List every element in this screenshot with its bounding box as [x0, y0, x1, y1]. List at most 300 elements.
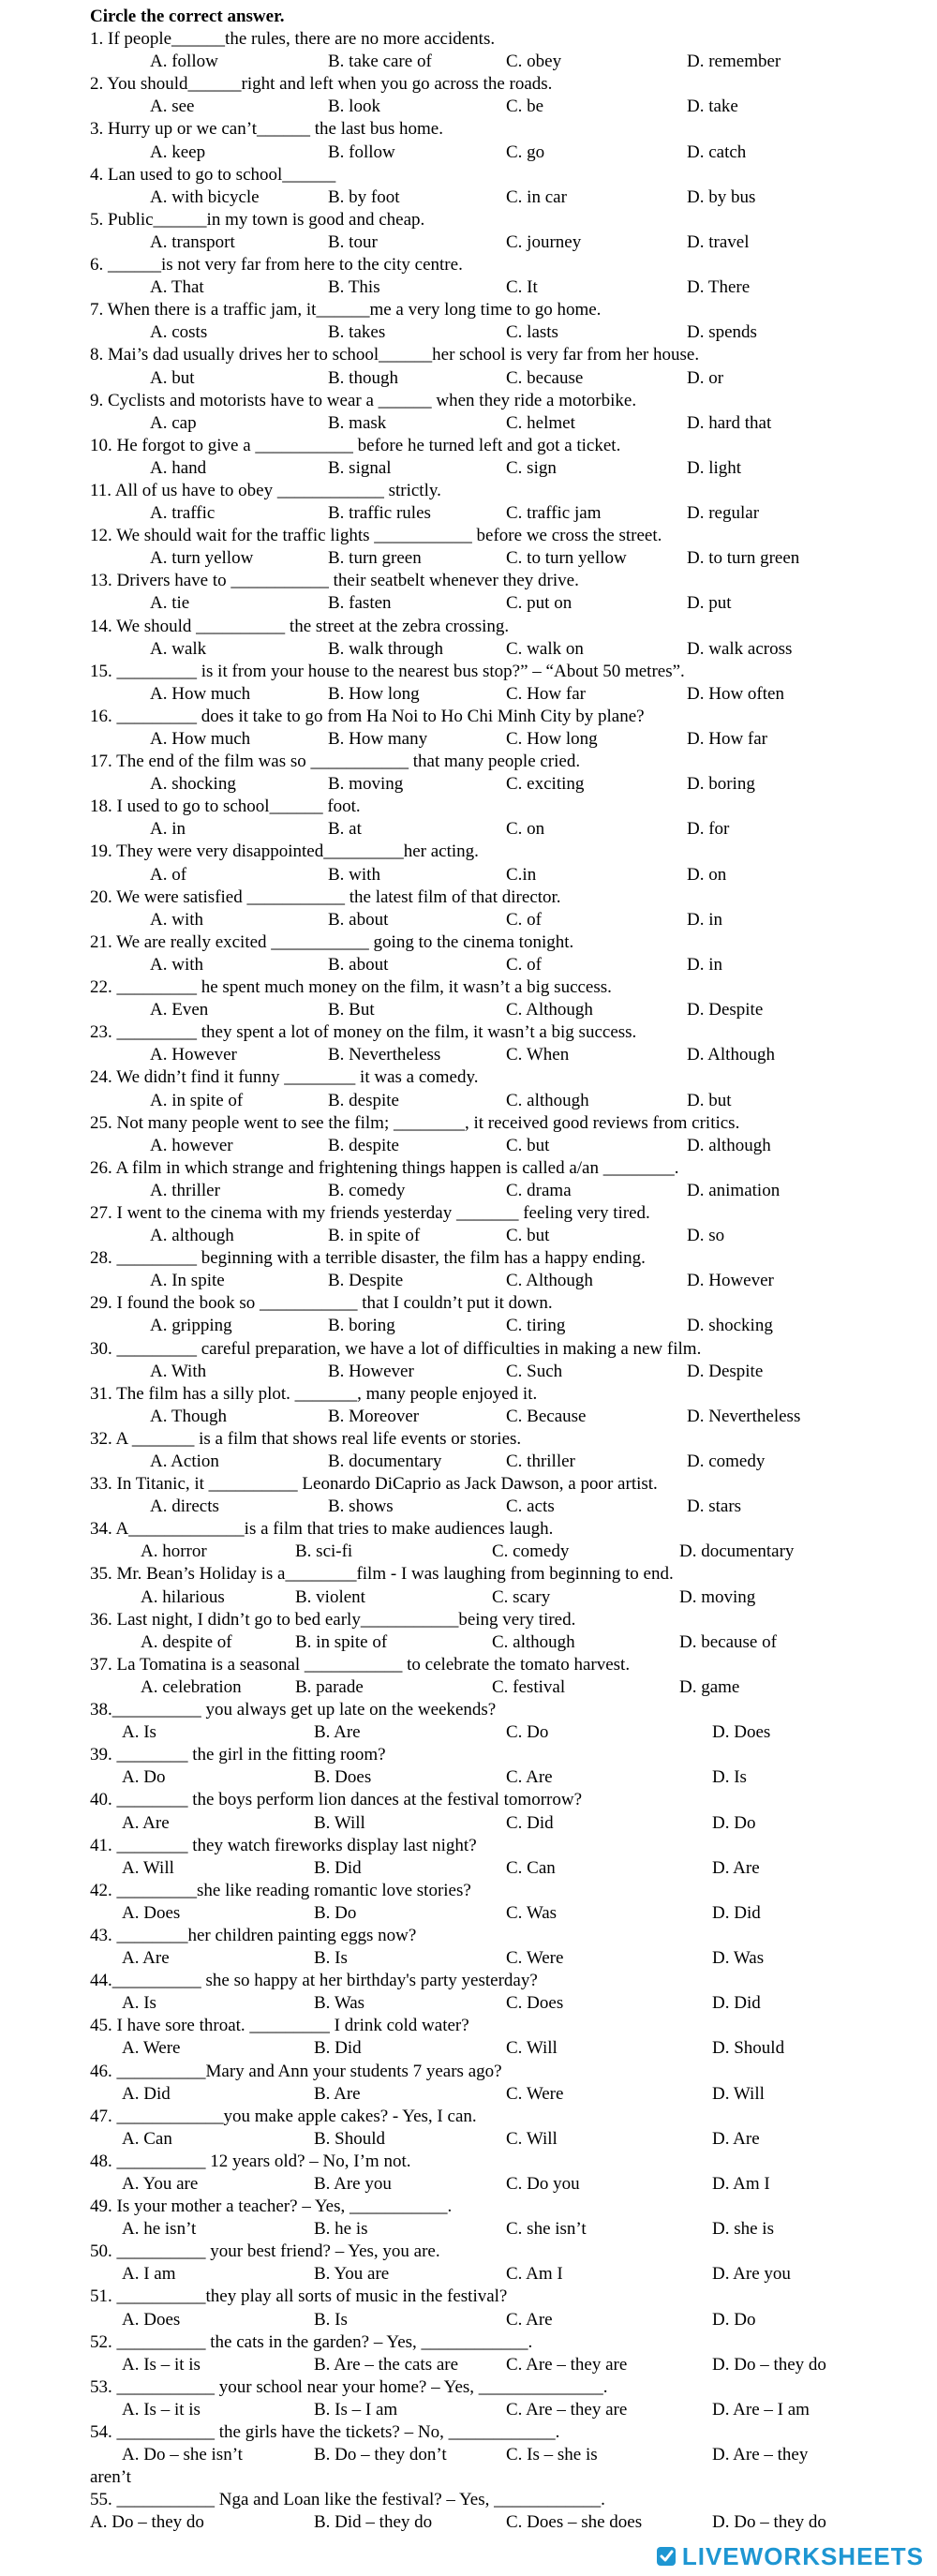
answer-options [0, 367, 937, 390]
answer-option[interactable]: D. in [687, 954, 722, 975]
answer-option[interactable]: D. boring [687, 774, 755, 795]
question-stem: 51. __________they play all sorts of music in the festival? [90, 2286, 508, 2307]
answer-option[interactable]: C. Because [506, 1406, 587, 1426]
answer-option[interactable]: C. When [506, 1045, 570, 1065]
answer-option[interactable]: D. Are you [712, 2264, 791, 2285]
answer-option[interactable]: A. with [150, 954, 203, 975]
question-stem: 42. _________she like reading romantic love stories? [90, 1880, 471, 1900]
answer-options [0, 818, 937, 841]
answer-option[interactable]: C. because [506, 367, 584, 388]
answer-option[interactable]: A. Did [122, 2083, 171, 2104]
answer-option[interactable]: C. Although [506, 1271, 593, 1291]
answer-option[interactable]: B. though [328, 367, 398, 388]
answer-options [0, 1090, 937, 1112]
answer-option[interactable]: D. hard that [687, 412, 772, 433]
answer-option[interactable]: D. to turn green [687, 548, 800, 569]
question-stem: 16. _________ does it take to go from Ha Noi to Ho Chi Minh City by plane? [90, 706, 645, 726]
question-stem: 13. Drivers have to ___________ their seatbelt whenever they drive. [90, 571, 579, 591]
answer-options [0, 2083, 937, 2106]
question-stem: 27. I went to the cinema with my friends yesterday _______ feeling very tired. [90, 1202, 650, 1223]
answer-option[interactable]: B. in spite of [295, 1631, 388, 1652]
answer-option[interactable]: D. Are [712, 2128, 760, 2149]
answer-option[interactable]: A. Is [122, 1722, 156, 1743]
answer-option[interactable]: D. Was [712, 1948, 765, 1969]
answer-option[interactable]: C. helmet [506, 412, 575, 433]
answer-option[interactable]: C. Were [506, 2083, 564, 2104]
answer-option[interactable]: A. despite of [141, 1631, 232, 1652]
answer-option[interactable]: A. shocking [150, 774, 236, 795]
answer-options [0, 1586, 937, 1609]
answer-option[interactable]: A. Are [122, 1812, 170, 1833]
answer-option[interactable]: C. scary [492, 1586, 551, 1607]
answer-option[interactable]: C. Does [506, 1993, 564, 2014]
answer-option[interactable]: C. on [506, 819, 545, 840]
question-stem: 24. We didn’t find it funny ________ it was a comedy. [90, 1067, 479, 1088]
answer-option[interactable]: A. transport [150, 231, 235, 252]
answer-option[interactable]: D. Are – I am [712, 2399, 810, 2420]
question-stem: 23. _________ they spent a lot of money on the film, it wasn’t a big success. [90, 1022, 637, 1043]
answer-option[interactable]: B. Moreover [328, 1406, 420, 1426]
answer-option[interactable]: A. but [150, 367, 195, 388]
answer-option[interactable]: B. he is [314, 2219, 368, 2240]
answer-options [0, 502, 937, 525]
answer-option[interactable]: C. although [506, 1090, 589, 1110]
answer-option[interactable]: C. How far [506, 683, 586, 704]
answer-options [0, 773, 937, 796]
answer-option[interactable]: B. boring [328, 1316, 395, 1336]
answer-option[interactable]: B. fasten [328, 593, 392, 614]
answer-option[interactable]: A. With [150, 1361, 207, 1381]
question-stem: 33. In Titanic, it __________ Leonardo DiCaprio as Jack Dawson, a poor artist. [90, 1474, 658, 1495]
answer-option[interactable]: A. However [150, 1045, 237, 1065]
answer-option[interactable]: A. In spite [150, 1271, 225, 1291]
answer-option[interactable]: A. keep [150, 141, 206, 162]
answer-option[interactable]: A. with [150, 909, 203, 930]
logo-text: LIVEWORKSHEETS [681, 2541, 924, 2570]
answer-option[interactable]: B. However [328, 1361, 414, 1381]
answer-option[interactable]: B. despite [328, 1135, 399, 1155]
answer-option[interactable]: A. directs [150, 1496, 219, 1517]
answer-option[interactable]: C. sign [506, 457, 557, 478]
answer-options [0, 638, 937, 661]
question-stem: 6. ______is not very far from here to the city centre. [90, 255, 463, 275]
answer-option[interactable]: C. festival [492, 1676, 566, 1697]
answer-option[interactable]: B. shows [328, 1496, 394, 1517]
answer-option[interactable]: A. Though [150, 1406, 227, 1426]
liveworksheets-logo-icon [656, 2546, 677, 2567]
answer-option[interactable]: B. takes [328, 322, 386, 343]
question-stem: 28. _________ beginning with a terrible disaster, the film has a happy ending. [90, 1248, 646, 1269]
answer-option[interactable]: A. gripping [150, 1316, 232, 1336]
answer-option[interactable]: B. in spite of [328, 1226, 421, 1246]
answer-option[interactable]: C. Such [506, 1361, 563, 1381]
answer-option[interactable]: A. Were [122, 2038, 181, 2059]
answer-option[interactable]: C. Can [506, 1857, 556, 1878]
answer-option[interactable]: B. with [328, 864, 380, 885]
answer-option[interactable]: B. Do [314, 1902, 357, 1923]
answer-option[interactable]: B. Did [314, 1857, 362, 1878]
liveworksheets-logo [650, 2542, 924, 2570]
answer-options [0, 1676, 937, 1699]
answer-option[interactable]: B. This [328, 277, 380, 298]
question-stem: 49. Is your mother a teacher? – Yes, ___________. [90, 2196, 453, 2217]
answer-option[interactable]: D. Did [712, 1993, 761, 2014]
answer-option[interactable]: B. Are [314, 1722, 361, 1743]
question-stem: 17. The end of the film was so ___________ that many people cried. [90, 752, 581, 772]
answer-option[interactable]: C. Although [506, 1000, 593, 1020]
answer-option[interactable]: B. Is [314, 2309, 348, 2330]
answer-option[interactable]: B. parade [295, 1676, 364, 1697]
answer-option[interactable]: D. comedy [687, 1452, 766, 1471]
answer-option[interactable]: B. about [328, 909, 389, 930]
question-stem: 12. We should wait for the traffic lights ___________ before we cross the street. [90, 526, 662, 546]
answer-option[interactable]: C. but [506, 1135, 550, 1155]
answer-options [0, 2128, 937, 2151]
answer-option[interactable]: C. acts [506, 1496, 555, 1517]
question-stem: 38.__________ you always get up late on the weekends? [90, 1700, 497, 1720]
answer-option[interactable]: A. Do – she isn’t [122, 2445, 243, 2465]
answer-option[interactable]: A. Are [122, 1948, 170, 1969]
answer-option[interactable]: B. Will [314, 1812, 365, 1833]
answer-option[interactable]: D. spends [687, 322, 757, 343]
answer-option[interactable]: D. stars [687, 1496, 742, 1517]
answer-option[interactable]: B. comedy [328, 1180, 406, 1200]
answer-option[interactable]: C. Was [506, 1902, 558, 1923]
answer-option[interactable]: A. with bicycle [150, 186, 260, 207]
answer-options [0, 1315, 937, 1337]
question-stem: 26. A film in which strange and frightening things happen is called a/an ________. [90, 1157, 679, 1178]
answer-options [0, 51, 937, 73]
answer-option[interactable]: A. hilarious [141, 1586, 225, 1607]
answer-option[interactable]: A. in [150, 819, 186, 840]
answer-option[interactable]: D. Do – they do [712, 2512, 826, 2533]
answer-option[interactable]: C. of [506, 909, 542, 930]
answer-option[interactable]: C. put on [506, 593, 573, 614]
answer-option[interactable]: D. Although [687, 1045, 775, 1065]
answer-option[interactable]: B. Did – they do [314, 2512, 433, 2533]
answer-option[interactable]: C. Do [506, 1722, 549, 1743]
answer-options [0, 1812, 937, 1835]
answer-option[interactable]: C. Are [506, 1767, 553, 1788]
answer-option[interactable]: C. Will [506, 2038, 558, 2059]
answer-option[interactable]: A. How much [150, 683, 251, 704]
answer-option[interactable]: D. Despite [687, 1000, 764, 1020]
answer-option[interactable]: D. regular [687, 503, 760, 524]
answer-option[interactable]: B. How many [328, 729, 428, 749]
answer-option[interactable]: C. Do you [506, 2174, 580, 2194]
answer-option[interactable]: B. Is [314, 1948, 348, 1969]
answer-options [0, 999, 937, 1021]
answer-options [0, 1902, 937, 1925]
answer-options [0, 141, 937, 164]
answer-option[interactable]: A. thriller [150, 1180, 220, 1200]
answer-option[interactable]: B. Should [314, 2128, 386, 2149]
answer-option[interactable]: B. Are – the cats are [314, 2354, 459, 2375]
answer-option[interactable]: B. Do – they don’t [314, 2445, 447, 2465]
answer-options [0, 2444, 937, 2466]
answer-option[interactable]: A. Action [150, 1452, 219, 1471]
answer-option[interactable]: C. she isn’t [506, 2219, 587, 2240]
answer-option[interactable]: A. You are [122, 2174, 199, 2194]
question-stem: 35. Mr. Bean’s Holiday is a________film - I was laughing from beginning to end. [90, 1564, 674, 1585]
answer-option[interactable]: D. documentary [679, 1541, 795, 1562]
answer-option[interactable]: C. Are [506, 2309, 553, 2330]
question-stem: 15. _________ is it from your house to the nearest bus stop?” – “About 50 metres”. [90, 661, 685, 681]
question-stem: 22. _________ he spent much money on the film, it wasn’t a big success. [90, 977, 612, 998]
answer-option[interactable]: B. by foot [328, 186, 400, 207]
answer-option[interactable]: A. traffic [150, 503, 216, 524]
answer-option[interactable]: A. Does [122, 2309, 181, 2330]
answer-options [0, 321, 937, 344]
answer-option[interactable]: D. animation [687, 1180, 781, 1200]
answer-option[interactable]: C. Were [506, 1948, 564, 1969]
answer-option[interactable]: A. turn yellow [150, 548, 254, 569]
answer-option[interactable]: A. I am [122, 2264, 176, 2285]
answer-option[interactable]: C. traffic jam [506, 503, 602, 524]
answer-option[interactable]: C. thriller [506, 1452, 575, 1471]
answer-option[interactable]: D. game [679, 1676, 740, 1697]
answer-option[interactable]: B. mask [328, 412, 387, 433]
answer-option[interactable]: C. but [506, 1226, 550, 1246]
answer-option[interactable]: A. Can [122, 2128, 172, 2149]
answer-option[interactable]: A. in spite of [150, 1090, 244, 1110]
answer-option[interactable]: D. Are – they [712, 2445, 809, 2465]
question-stem: 1. If people______the rules, there are no more accidents. [90, 29, 496, 50]
answer-option[interactable]: D. Despite [687, 1361, 764, 1381]
answer-option[interactable]: D. take [687, 97, 738, 117]
answer-option[interactable]: C. Are – they are [506, 2354, 628, 2375]
answer-options [0, 1496, 937, 1518]
answer-option[interactable]: C. comedy [492, 1541, 570, 1562]
answer-options [0, 2263, 937, 2286]
answer-option[interactable]: D. she is [712, 2219, 774, 2240]
answer-option[interactable]: C. Am I [506, 2264, 563, 2285]
answer-option[interactable]: B. take care of [328, 52, 432, 72]
answer-option[interactable]: D. for [687, 819, 730, 840]
answer-option[interactable]: C. to turn yellow [506, 548, 627, 569]
question-stem: 55. ___________ Nga and Loan like the festival? – Yes, ____________. [90, 2490, 605, 2510]
answer-option[interactable]: B. But [328, 1000, 375, 1020]
answer-option[interactable]: A. Is – it is [122, 2399, 201, 2420]
answer-option[interactable]: B. Was [314, 1993, 365, 2014]
answer-option[interactable]: D. put [687, 593, 732, 614]
question-stem: 47. ____________you make apple cakes? - Yes, I can. [90, 2106, 477, 2126]
answer-option[interactable]: D. Nevertheless [687, 1406, 801, 1426]
answer-option[interactable]: B. turn green [328, 548, 422, 569]
answer-option[interactable]: D. remember [687, 52, 781, 72]
answer-option[interactable]: C. journey [506, 231, 582, 252]
answer-option[interactable]: A. of [150, 864, 187, 885]
answer-option[interactable]: D. although [687, 1135, 771, 1155]
answer-option[interactable]: D. Do [712, 1812, 756, 1833]
answer-option[interactable]: D. How far [687, 729, 768, 749]
answer-option[interactable]: A. Do [122, 1767, 166, 1788]
answer-options [0, 96, 937, 118]
answer-option[interactable]: C. Will [506, 2128, 558, 2149]
answer-option[interactable]: C. Does – she does [506, 2512, 643, 2533]
answer-option[interactable]: B. walk through [328, 638, 443, 659]
answer-options [0, 547, 937, 570]
question-stem: 19. They were very disappointed_________her acting. [90, 841, 479, 862]
question-stem: 2. You should______right and left when you go across the roads. [90, 74, 553, 95]
answer-continuation: aren’t [90, 2467, 131, 2488]
answer-option[interactable]: A. Is – it is [122, 2354, 201, 2375]
answer-option[interactable]: B. look [328, 97, 380, 117]
answer-option[interactable]: A. hand [150, 457, 207, 478]
question-stem: 5. Public______in my town is good and cheap. [90, 209, 425, 230]
answer-option[interactable]: D. How often [687, 683, 784, 704]
answer-option[interactable]: D. walk across [687, 638, 793, 659]
answer-option[interactable]: D. or [687, 367, 724, 388]
answer-option[interactable]: D. by bus [687, 186, 756, 207]
answer-option[interactable]: B. You are [314, 2264, 390, 2285]
answer-options [0, 231, 937, 254]
question-stem: 50. __________ your best friend? – Yes, you are. [90, 2241, 440, 2262]
answer-option[interactable]: D. because of [679, 1631, 777, 1652]
question-stem: 25. Not many people went to see the film; ________, it received good reviews from critics. [90, 1112, 740, 1133]
question-stem: 45. I have sore throat. _________ I drink cold water? [90, 2016, 469, 2036]
answer-option[interactable]: D. catch [687, 141, 747, 162]
answer-option[interactable]: D. but [687, 1090, 732, 1110]
answer-option[interactable]: B. traffic rules [328, 503, 431, 524]
answer-option[interactable]: A. Will [122, 1857, 174, 1878]
answer-option[interactable]: C. in car [506, 186, 567, 207]
answer-option[interactable]: B. violent [295, 1586, 365, 1607]
answer-option[interactable]: B. moving [328, 774, 404, 795]
answer-option[interactable]: D. Did [712, 1902, 761, 1923]
answer-option[interactable]: D. Will [712, 2083, 765, 2104]
answer-option[interactable]: B. Did [314, 2038, 362, 2059]
answer-option[interactable]: A. although [150, 1226, 234, 1246]
answer-option[interactable]: C.in [506, 864, 537, 885]
answer-option[interactable]: A. he isn’t [122, 2219, 197, 2240]
answer-options [0, 1721, 937, 1744]
answer-option[interactable]: B. sci-fi [295, 1541, 353, 1562]
answer-option[interactable]: D. Does [712, 1722, 771, 1743]
answer-option[interactable]: B. at [328, 819, 362, 840]
question-stem: 9. Cyclists and motorists have to wear a ______ when they ride a motorbike. [90, 390, 637, 410]
answer-options [0, 1180, 937, 1202]
answer-option[interactable]: B. despite [328, 1090, 399, 1110]
answer-option[interactable]: D. on [687, 864, 727, 885]
answer-options [0, 2399, 937, 2421]
answer-option[interactable]: A. That [150, 277, 204, 298]
answer-option[interactable]: C. It [506, 277, 538, 298]
answer-option[interactable]: A. tie [150, 593, 190, 614]
answer-option[interactable]: D. shocking [687, 1316, 773, 1336]
answer-option[interactable]: A. follow [150, 52, 218, 72]
answer-option[interactable]: C. of [506, 954, 542, 975]
answer-option[interactable]: A. Even [150, 1000, 209, 1020]
answer-option[interactable]: A. walk [150, 638, 207, 659]
question-stem: 3. Hurry up or we can’t______ the last bus home. [90, 119, 443, 140]
answer-option[interactable]: A. celebration [141, 1676, 242, 1697]
answer-option[interactable]: A. How much [150, 729, 251, 749]
answer-option[interactable]: C. although [492, 1631, 575, 1652]
answer-option[interactable]: B. Are [314, 2083, 361, 2104]
answer-options [0, 2354, 937, 2376]
answer-option[interactable]: C. Are – they are [506, 2399, 628, 2420]
question-stem: 31. The film has a silly plot. _______, many people enjoyed it. [90, 1383, 538, 1404]
question-stem: 40. ________ the boys perform lion dances at the festival tomorrow? [90, 1790, 583, 1810]
answer-option[interactable]: D. in [687, 909, 722, 930]
answer-option[interactable]: C. drama [506, 1180, 572, 1200]
answer-option[interactable]: C. tiring [506, 1316, 566, 1336]
answer-options [0, 1947, 937, 1970]
answer-option[interactable]: D. travel [687, 231, 750, 252]
question-stem: 8. Mai’s dad usually drives her to school______her school is very far from her house. [90, 345, 700, 365]
answer-option[interactable]: A. Do – they do [90, 2512, 204, 2533]
question-stem: 53. ___________ your school near your home? – Yes, ______________. [90, 2376, 608, 2397]
answer-option[interactable]: B. signal [328, 457, 392, 478]
answer-option[interactable]: D. There [687, 277, 751, 298]
answer-options [0, 2173, 937, 2196]
question-stem: 30. _________ careful preparation, we have a lot of difficulties in making a new film. [90, 1338, 702, 1359]
answer-option[interactable]: C. lasts [506, 322, 558, 343]
answer-option[interactable]: C. go [506, 141, 545, 162]
answer-option[interactable]: B. How long [328, 683, 420, 704]
answer-option[interactable]: B. about [328, 954, 389, 975]
answer-option[interactable]: C. exciting [506, 774, 585, 795]
answer-options [0, 1766, 937, 1789]
answer-options [0, 1406, 937, 1428]
answer-option[interactable]: D. Are [712, 1857, 760, 1878]
answer-option[interactable]: D. Do – they do [712, 2354, 826, 2375]
answer-option[interactable]: B. Nevertheless [328, 1045, 441, 1065]
answer-option[interactable]: A. see [150, 97, 195, 117]
question-stem: 14. We should __________ the street at the zebra crossing. [90, 616, 510, 636]
answer-option[interactable]: B. Are you [314, 2174, 392, 2194]
answer-option[interactable]: D. so [687, 1226, 725, 1246]
answer-option[interactable]: A. Does [122, 1902, 181, 1923]
answer-option[interactable]: A. cap [150, 412, 197, 433]
answer-option[interactable]: D. Is [712, 1767, 747, 1788]
answer-option[interactable]: C. obey [506, 52, 562, 72]
answer-option[interactable]: A. however [150, 1135, 233, 1155]
answer-option[interactable]: A. Is [122, 1993, 156, 2014]
answer-options [0, 864, 937, 886]
answer-options [0, 1541, 937, 1563]
answer-option[interactable]: D. However [687, 1271, 774, 1291]
answer-option[interactable]: B. documentary [328, 1452, 442, 1471]
answer-option[interactable]: D. Do [712, 2309, 756, 2330]
answer-option[interactable]: C. walk on [506, 638, 584, 659]
answer-option[interactable]: A. costs [150, 322, 208, 343]
question-stem: 36. Last night, I didn’t go to bed early___________being very tired. [90, 1609, 576, 1630]
answer-option[interactable]: A. horror [141, 1541, 207, 1562]
answer-options [0, 276, 937, 299]
answer-option[interactable]: C. Is – she is [506, 2445, 598, 2465]
question-list [0, 28, 937, 2534]
answer-option[interactable]: B. Despite [328, 1271, 404, 1291]
answer-option[interactable]: B. Does [314, 1767, 372, 1788]
question-stem: 29. I found the book so ___________ that I couldn’t put it down. [90, 1293, 553, 1314]
answer-option[interactable]: D. moving [679, 1586, 756, 1607]
answer-option[interactable]: B. follow [328, 141, 395, 162]
answer-option[interactable]: C. be [506, 97, 544, 117]
answer-option[interactable]: B. Is – I am [314, 2399, 398, 2420]
answer-option[interactable]: D. light [687, 457, 742, 478]
answer-option[interactable]: C. Did [506, 1812, 554, 1833]
answer-option[interactable]: D. Should [712, 2038, 785, 2059]
answer-option[interactable]: D. Am I [712, 2174, 770, 2194]
question-stem: 37. La Tomatina is a seasonal ___________ to celebrate the tomato harvest. [90, 1654, 631, 1675]
answer-option[interactable]: C. How long [506, 729, 598, 749]
answer-option[interactable]: B. tour [328, 231, 378, 252]
answer-options [0, 1992, 937, 2015]
answer-options [0, 2037, 937, 2060]
question-stem: 21. We are really excited ___________ going to the cinema tonight. [90, 931, 574, 952]
